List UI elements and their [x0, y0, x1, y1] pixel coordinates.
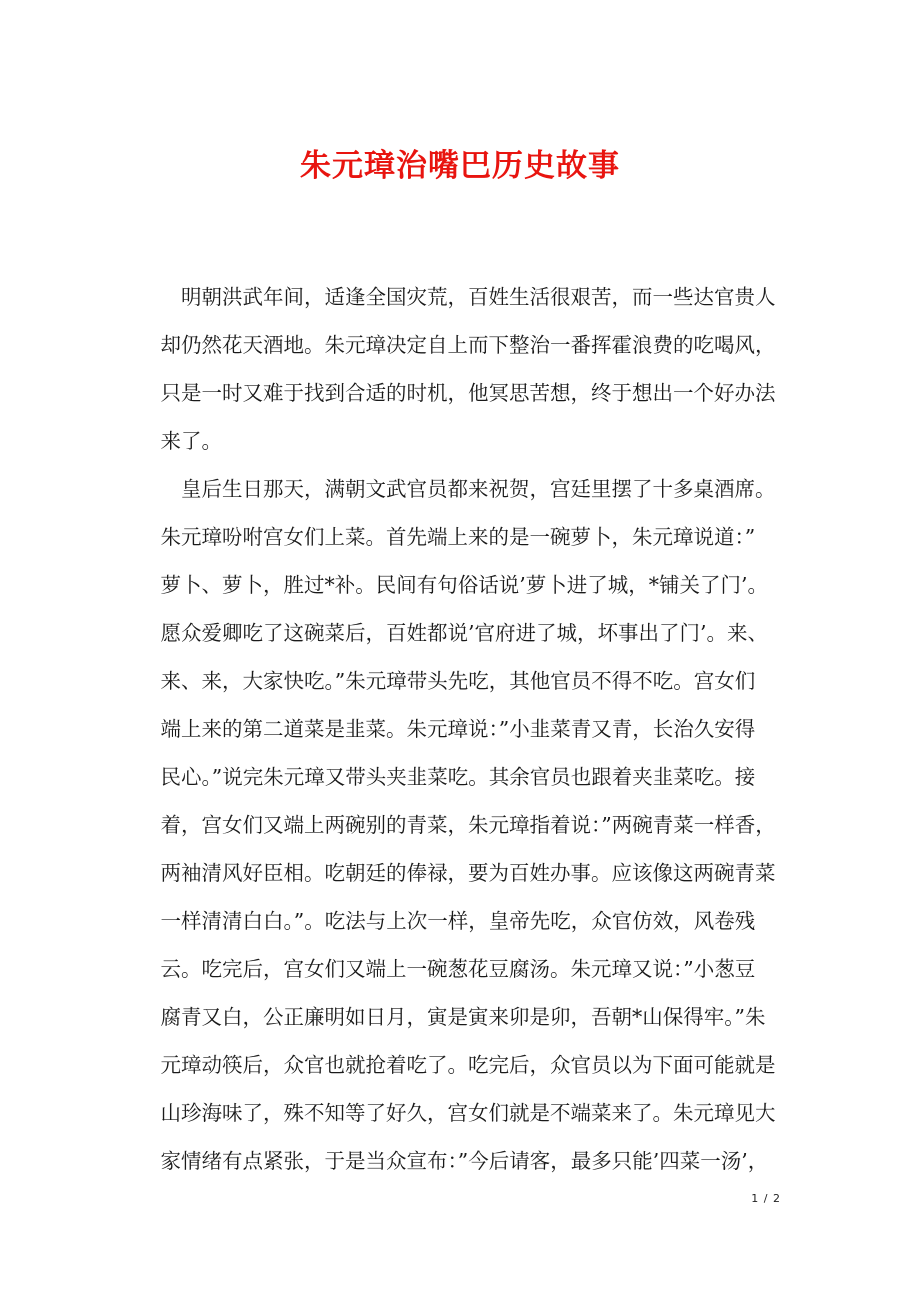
text-line: 腐青又白，公正廉明如日月，寅是寅来卯是卯，吾朝*山保得牢。”朱	[160, 1005, 766, 1029]
text-line: 来了。	[160, 429, 222, 453]
text-line: 一样清清白白。”。吃法与上次一样，皇帝先吃，众官仿效，风卷残	[160, 909, 756, 933]
text-line: 端上来的第二道菜是韭菜。朱元璋说：”小韭菜青又青，长治久安得	[160, 717, 756, 741]
text-line: 民心。”说完朱元璋又带头夹韭菜吃。其余官员也跟着夹韭菜吃。接	[160, 765, 756, 789]
text-line: 山珍海味了，殊不知等了好久，宫女们就是不端菜来了。朱元璋见大	[160, 1101, 776, 1125]
paragraph-1	[140, 273, 800, 465]
text-line: 朱元璋吩咐宫女们上菜。首先端上来的是一碗萝卜，朱元璋说道：”	[160, 525, 756, 549]
text-line: 着，宫女们又端上两碗别的青菜，朱元璋指着说：”两碗青菜一样香，	[160, 813, 776, 837]
text-line: 云。吃完后，宫女们又端上一碗葱花豆腐汤。朱元璋又说：”小葱豆	[160, 957, 756, 981]
page-number: 1 / 2	[751, 1192, 781, 1205]
text-line: 萝卜、萝卜，胜过*补。民间有句俗话说’萝卜进了城，*铺关了门’。	[160, 573, 769, 597]
text-line: 愿众爱卿吃了这碗菜后，百姓都说’官府进了城，坏事出了门’。来、	[160, 621, 769, 645]
text-line: 皇后生日那天，满朝文武官员都来祝贺，宫廷里摆了十多桌酒席。	[160, 477, 776, 501]
text-line: 明朝洪武年间，适逢全国灾荒，百姓生活很艰苦，而一些达官贵人	[160, 285, 776, 309]
document-title: 朱元璋治嘴巴历史故事	[300, 148, 620, 184]
paragraph-2	[140, 465, 800, 1185]
text-line: 家情绪有点紧张，于是当众宣布：”今后请客，最多只能’四菜一汤’，	[160, 1149, 769, 1173]
text-line: 只是一时又难于找到合适的时机，他冥思苦想，终于想出一个好办法	[160, 381, 776, 405]
text-line: 来、来，大家快吃。”朱元璋带头先吃，其他官员不得不吃。宫女们	[160, 669, 756, 693]
text-line: 却仍然花天酒地。朱元璋决定自上而下整治一番挥霍浪费的吃喝风，	[160, 333, 776, 357]
text-line: 元璋动筷后，众官也就抢着吃了。吃完后，众官员以为下面可能就是	[160, 1053, 776, 1077]
document-body	[140, 273, 800, 1185]
text-line: 两袖清风好臣相。吃朝廷的俸禄，要为百姓办事。应该像这两碗青菜	[160, 861, 776, 885]
